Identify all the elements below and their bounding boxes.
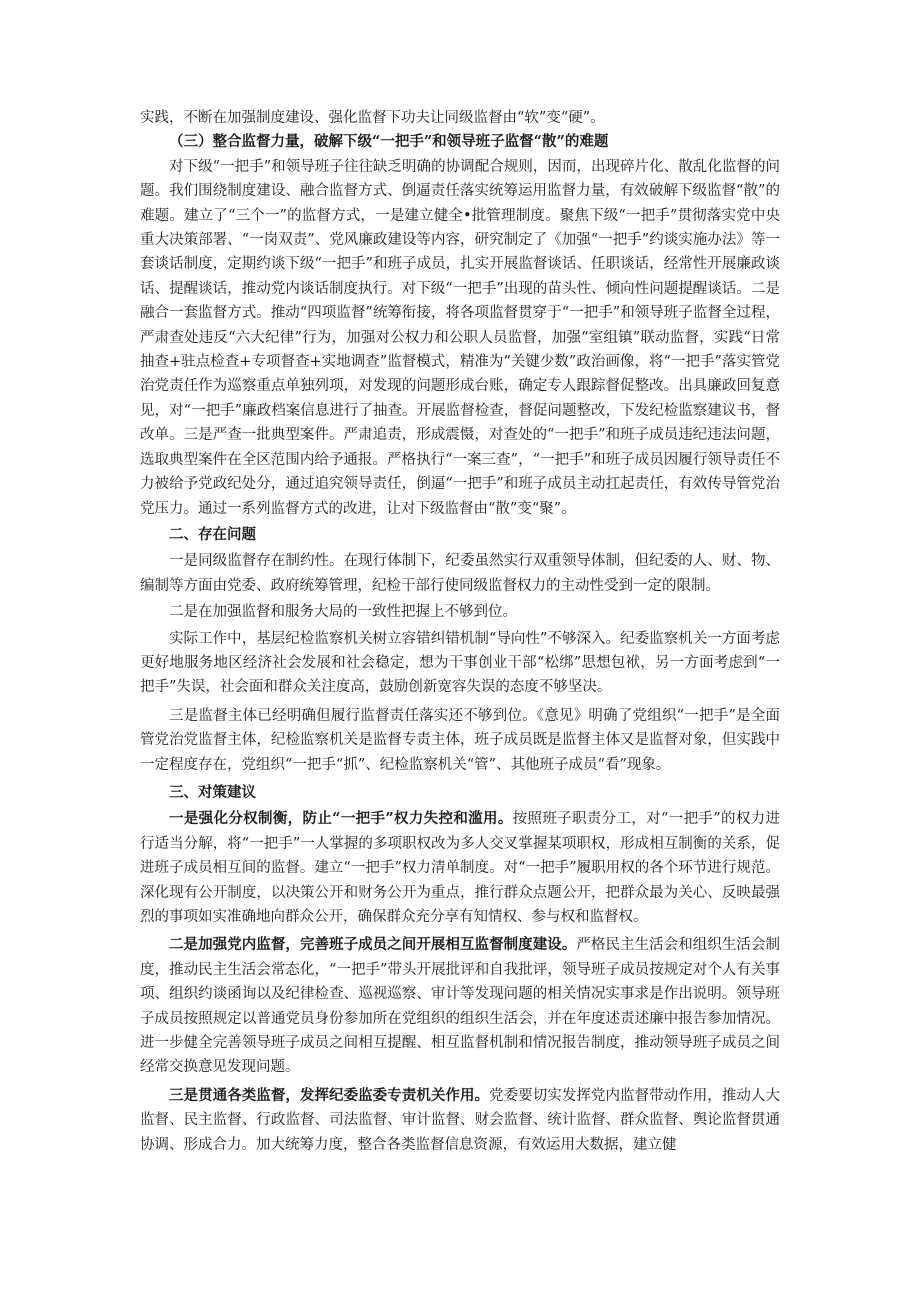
measure1-body: 按照班子职责分工，对“一把手”的权力进行适当分解，将“一把手”一人掌握的多项职权改为多人交叉掌握某项职权，形成相互制衡的关系，促进班子成员相互间的监督。建立“一把手”权力清单制度。对“一把手”履职用权的各个环节进行规范。深化现有公开制度，以决策公开和财务公开为重点，推行群众点题公开，把群众最为关心、反映最强烈的事项如实准确地向群众公开，确保群众充分享有知情权、参与权和监督权。 [140,811,780,925]
problem1-paragraph: 一是同级监督存在制约性。在现行体制下，纪委虽然实行双重领导体制，但纪委的人、财、物、编制等方面由党委、政府统筹管理，纪检干部行使同级监督权力的主动性受到一定的限制。 [140,553,780,594]
measures-heading: 三、对策建议 [169,783,256,801]
problems-heading: 二、存在问题 [169,525,256,543]
intro-tail-paragraph: 实践，不断在加强制度建设、强化监督下功夫让同级监督由“软”变“硬”。 [140,110,605,126]
problem2-paragraph: 二是在加强监督和服务大局的一致性把握上不够到位。 [169,604,517,621]
measure3-lead: 三是贯通各类监督，发挥纪委监委专责机关作用。 [169,1086,490,1104]
measure2-body: 严格民主生活会和组织生活会制度，推动民主生活会常态化，“一把手”带头开展批评和自我批评，领导班子成员按规定对个人有关事项、组织约谈函询以及纪律检查、巡视巡察、审计等发现问题的相关情况实事求是作出说明。领导班子成员按照规定以普通党员身份参加所在党组织的组织生活会，并在年度述责述廉中报告参加情况。进一步健全完善领导班子成员之间相互提醒、相互监督机制和情况报告制度，推动领导班子成员之间经常交换意见发现问题。 [140,937,781,1076]
measure2-lead: 二是加强党内监督，完善班子成员之间开展相互监督制度建设。 [169,936,577,954]
section3-heading: （三）整合监督力量，破解下级“一把手”和领导班子监督“散”的难题 [169,133,609,151]
problem2-body-paragraph: 实际工作中，基层纪检监察机关树立容错纠错机制“导向性”不够深入。纪委监察机关一方面考虑更好地服务地区经济社会发展和社会稳定，想为干事创业干部“松绑”思想包袱，另一方面考虑到“一把手”失误，社会面和群众关注度高，鼓励创新宽容失误的态度不够坚决。 [140,630,780,696]
document-page [140,106,780,1157]
section3-body-paragraph: 对下级“一把手”和领导班子往往缺乏明确的协调配合规则，因而，出现碎片化、散乱化监督的问题。我们围绕制度建设、融合监督方式、倒逼责任落实统筹运用监督力量，有效破解下级监督“散”的难题。建立了“三个一”的监督方式，一是建立健全•批管理制度。聚焦下级“一把手”贯彻落实党中央重大决策部署、“一岗双责”、党风廉政建设等内容，研究制定了《加强“一把手”约谈实施办法》等一套谈话制度，定期约谈下级“一把手”和班子成员，扎实开展监督谈话、任职谈话，经常性开展廉政谈话、提醒谈话，推动党内谈话制度执行。对下级“一把手”出现的苗头性、倾向性问题提醒谈话。二是融合一套监督方式。推动“四项监督”统筹衔接，将各项监督贯穿于“一把手”和领导班子监督全过程，严肃查处违反“六大纪律”行为，加强对公权力和公职人员监督，加强“室组镇”联动监督，实践“日常抽查+驻点检查+专项督查+实地调查”监督模式，精准为“关键少数”政治画像，将“一把手”落实管党治党责任作为巡察重点单独列项，对发现的问题形成台账，确定专人跟踪督促整改。出具廉政回复意见，对“一把手”廉政档案信息进行了抽查。开展监督检查，督促问题整改，下发纪检监察建议书，督改单。三是严查一批典型案件。严肃追责，形成震慑，对查处的“一把手”和班子成员违纪违法问题，选取典型案件在全区范围内给予通报。严格执行“一案三查”，“一把手”和班子成员因履行领导责任不力被给予党政纪处分，通过追究领导责任，倒逼“一把手”和班子成员主动扛起责任，有效传导管党治党压力。通过一系列监督方式的改进，让对下级监督由“散”变“聚”。 [140,158,780,517]
measure3-body: 党委要切实发挥党内监督带动作用，推动人大监督、民主监督、行政监督、司法监督、审计监督、财会监督、统计监督、群众监督、舆论监督贯通协调、形成合力。加大统筹力度，整合各类监督信息资源，有效运用大数据，建立健 [140,1087,781,1153]
measure2-paragraph [140,933,780,1079]
measure3-paragraph [140,1084,780,1157]
measure1-lead: 一是强化分权制衡，防止“一把手”权力失控和滥用。 [169,810,513,828]
measure1-paragraph [140,807,780,929]
problem3-paragraph: 三是监督主体已经明确但履行监督责任落实还不够到位。《意见》明确了党组织“一把手”是全面管党治党监督主体，纪检监察机关是监督专责主体，班子成员既是监督主体又是监督对象，但实践中一定程度存在，党组织“一把手“抓”、纪检监察机关“管”、其他班子成员“看”现象。 [140,707,780,773]
